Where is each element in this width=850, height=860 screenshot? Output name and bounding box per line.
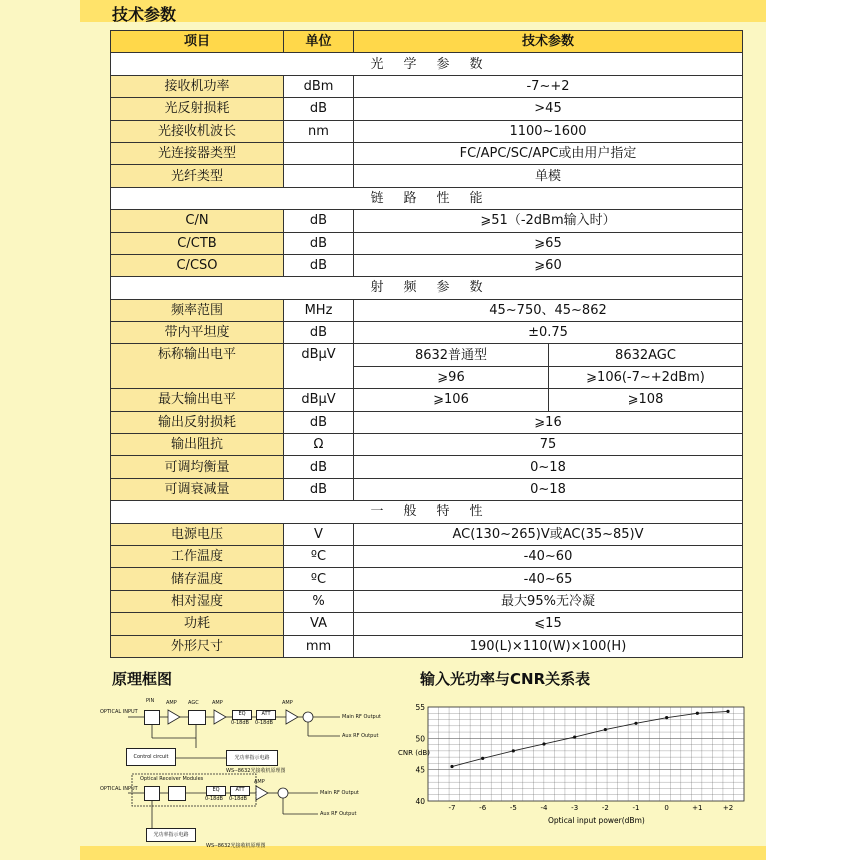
cell-unit: dB (284, 322, 354, 344)
cell-unit: nm (284, 120, 354, 142)
x-tick-label: -7 (448, 804, 456, 812)
data-point (573, 735, 576, 738)
cell-item: 外形尺寸 (111, 635, 284, 657)
cell-value: ⩾51（-2dBm输入时） (354, 210, 743, 232)
att-range-2: 0-18dB (229, 796, 247, 802)
cell-unit: MHz (284, 299, 354, 321)
y-tick-label: 40 (415, 797, 425, 806)
x-tick-label: -5 (509, 804, 517, 812)
cell-item: 光连接器类型 (111, 142, 284, 164)
cell-item: 电源电压 (111, 523, 284, 545)
cell-item: 光纤类型 (111, 165, 284, 187)
optical-input-label-2: OPTICAL INPUT (100, 786, 138, 792)
cell-value: AC(130~265)V或AC(35~85)V (354, 523, 743, 545)
aux-rf-label: Aux RF Output (342, 733, 379, 739)
table-row (111, 165, 743, 187)
data-point (696, 712, 699, 715)
table-row (111, 545, 743, 567)
diagram-caption: 原理框图 (112, 670, 173, 688)
amp-label: AMP (166, 700, 177, 706)
table-header (111, 31, 743, 53)
power-indicator-box-2: 光功率指示电路 (146, 828, 196, 842)
pin-label: PIN (146, 698, 155, 704)
x-tick-label: 0 (664, 804, 669, 812)
x-tick-label: -6 (479, 804, 487, 812)
data-point (604, 728, 607, 731)
cell-unit: mm (284, 635, 354, 657)
chart-caption: 输入光功率与CNR关系表 (420, 670, 591, 688)
table-row (111, 142, 743, 164)
cell-item: 输出反射损耗 (111, 411, 284, 433)
cell-item: 光反射损耗 (111, 98, 284, 120)
cell-unit (284, 142, 354, 164)
y-tick-label: 45 (415, 765, 425, 775)
cell-unit: dB (284, 232, 354, 254)
cell-unit (284, 165, 354, 187)
cell-unit: Ω (284, 434, 354, 456)
agc-label: AGC (188, 700, 199, 706)
cell-value: FC/APC/SC/APC或由用户指定 (354, 142, 743, 164)
table-row (111, 210, 743, 232)
eq-range: 0-18dB (231, 720, 249, 726)
cell-item: 工作温度 (111, 545, 284, 567)
cell-item: C/CSO (111, 254, 284, 276)
att-box-2: ATT (230, 786, 250, 796)
cell-value: -40~65 (354, 568, 743, 590)
table-row (111, 120, 743, 142)
table-row (111, 98, 743, 120)
table-row (111, 254, 743, 276)
table-row (111, 232, 743, 254)
power-indicator-box: 光功率指示电路 (226, 750, 278, 766)
cell-value: >45 (354, 98, 743, 120)
cell-value: ⩾106 (354, 389, 549, 411)
section-optical: 光学参数 (111, 53, 743, 75)
cell-unit: VA (284, 613, 354, 635)
cell-unit: ºC (284, 568, 354, 590)
cell-item: 输出阻抗 (111, 434, 284, 456)
x-tick-label: -1 (632, 804, 640, 812)
cell-value: ⩾16 (354, 411, 743, 433)
main-rf-label: Main RF Output (342, 714, 381, 720)
table-row (111, 389, 743, 411)
y-tick-label: 50 (415, 734, 425, 744)
cell-unit: ºC (284, 545, 354, 567)
amp2-label: AMP (212, 700, 223, 706)
data-point (665, 716, 668, 719)
cell-value: 最大95%无冷凝 (354, 590, 743, 612)
cell-unit: dBμV (284, 344, 354, 389)
cell-value: ⩾96 (354, 366, 549, 388)
cell-value: ±0.75 (354, 322, 743, 344)
block-diagram (96, 690, 416, 848)
diagram-subtitle-2: WS--8632光接收机原理图 (206, 843, 266, 849)
eq-box-2: EQ (206, 786, 226, 796)
x-tick-label: -2 (601, 804, 609, 812)
header-param: 技术参数 (354, 31, 743, 53)
spec-table (110, 30, 743, 658)
title-band (80, 0, 766, 22)
section-link: 链路性能 (111, 187, 743, 209)
cell-value: -7~+2 (354, 75, 743, 97)
pin-icon-2 (144, 786, 160, 801)
main-rf-label-2: Main RF Output (320, 790, 359, 796)
x-tick-label: +1 (692, 804, 703, 812)
cell-value: 0~18 (354, 478, 743, 500)
section-general: 一般特性 (111, 501, 743, 523)
cell-item: 可调衰减量 (111, 478, 284, 500)
header-item: 项目 (111, 31, 284, 53)
agc-icon (188, 710, 206, 725)
att-box: ATT (256, 710, 276, 720)
page-title: 技术参数 (112, 5, 177, 24)
data-point (542, 742, 545, 745)
x-tick-label: -4 (540, 804, 548, 812)
data-point (512, 749, 515, 752)
cell-value: 45~750、45~862 (354, 299, 743, 321)
x-tick-label: -3 (571, 804, 579, 812)
header-unit: 单位 (284, 31, 354, 53)
table-row (111, 434, 743, 456)
cell-unit: V (284, 523, 354, 545)
cell-unit: dB (284, 98, 354, 120)
table-row (111, 568, 743, 590)
module-title: Optical Receiver Modules (140, 776, 204, 782)
cell-item: 接收机功率 (111, 75, 284, 97)
cell-item: 光接收机波长 (111, 120, 284, 142)
bottom-band (80, 846, 766, 860)
table-row (111, 344, 743, 366)
cell-unit: dB (284, 254, 354, 276)
cell-item: 功耗 (111, 613, 284, 635)
cell-item: C/N (111, 210, 284, 232)
eq-range-2: 0-18dB (205, 796, 223, 802)
right-margin (766, 0, 850, 860)
chart-x-label: Optical input power(dBm) (548, 816, 645, 825)
eq-box: EQ (232, 710, 252, 720)
cell-item: 可调均衡量 (111, 456, 284, 478)
chart-y-label: CNR (dB) (398, 749, 430, 757)
cell-value: 75 (354, 434, 743, 456)
table-row (111, 456, 743, 478)
cell-value: ⩾60 (354, 254, 743, 276)
cell-value: 0~18 (354, 456, 743, 478)
table-row (111, 75, 743, 97)
table-row (111, 299, 743, 321)
cell-value: 8632普通型 (354, 344, 549, 366)
cell-item: 频率范围 (111, 299, 284, 321)
cell-unit: % (284, 590, 354, 612)
optical-input-label: OPTICAL INPUT (100, 709, 138, 715)
table-row (111, 523, 743, 545)
cell-value: 8632AGC (549, 344, 743, 366)
cell-value: -40~60 (354, 545, 743, 567)
y-tick-label: 55 (415, 703, 425, 712)
aux-rf-label-2: Aux RF Output (320, 811, 357, 817)
cell-unit: dBμV (284, 389, 354, 411)
cell-item: 标称输出电平 (111, 344, 284, 389)
cell-unit: dB (284, 411, 354, 433)
cell-unit: dB (284, 210, 354, 232)
cell-item: 带内平坦度 (111, 322, 284, 344)
table-row (111, 322, 743, 344)
cell-item: 相对湿度 (111, 590, 284, 612)
table-row (111, 478, 743, 500)
cell-unit: dBm (284, 75, 354, 97)
cell-item: C/CTB (111, 232, 284, 254)
data-point (481, 757, 484, 760)
left-margin-band (0, 0, 80, 860)
x-tick-label: +2 (722, 804, 734, 812)
data-point (634, 722, 637, 725)
att-range: 0-18dB (255, 720, 273, 726)
table-row (111, 613, 743, 635)
cell-value: 单模 (354, 165, 743, 187)
cell-item: 最大输出电平 (111, 389, 284, 411)
cell-value: 190(L)×110(W)×100(H) (354, 635, 743, 657)
pin-icon (144, 710, 160, 725)
amp-icon-2 (168, 786, 186, 801)
cnr-chart (398, 697, 758, 827)
cell-value: ⩾108 (549, 389, 743, 411)
control-circuit-box: Control circuit (126, 748, 176, 766)
cell-unit: dB (284, 478, 354, 500)
table-row (111, 635, 743, 657)
chart-x-ticks (449, 804, 734, 812)
amp3-label: AMP (282, 700, 293, 706)
table-row (111, 411, 743, 433)
data-point (726, 710, 729, 713)
table-row (111, 590, 743, 612)
amp-label-2: AMP (254, 779, 265, 785)
data-point (450, 765, 453, 768)
section-rf: 射频参数 (111, 277, 743, 299)
cell-value: 1100~1600 (354, 120, 743, 142)
cell-item: 储存温度 (111, 568, 284, 590)
cell-unit: dB (284, 456, 354, 478)
cell-value: ⩽15 (354, 613, 743, 635)
diagram-subtitle-1: WS--8632光接收机原理图 (226, 768, 286, 774)
cell-value: ⩾65 (354, 232, 743, 254)
cell-value: ⩾106(-7~+2dBm) (549, 366, 743, 388)
